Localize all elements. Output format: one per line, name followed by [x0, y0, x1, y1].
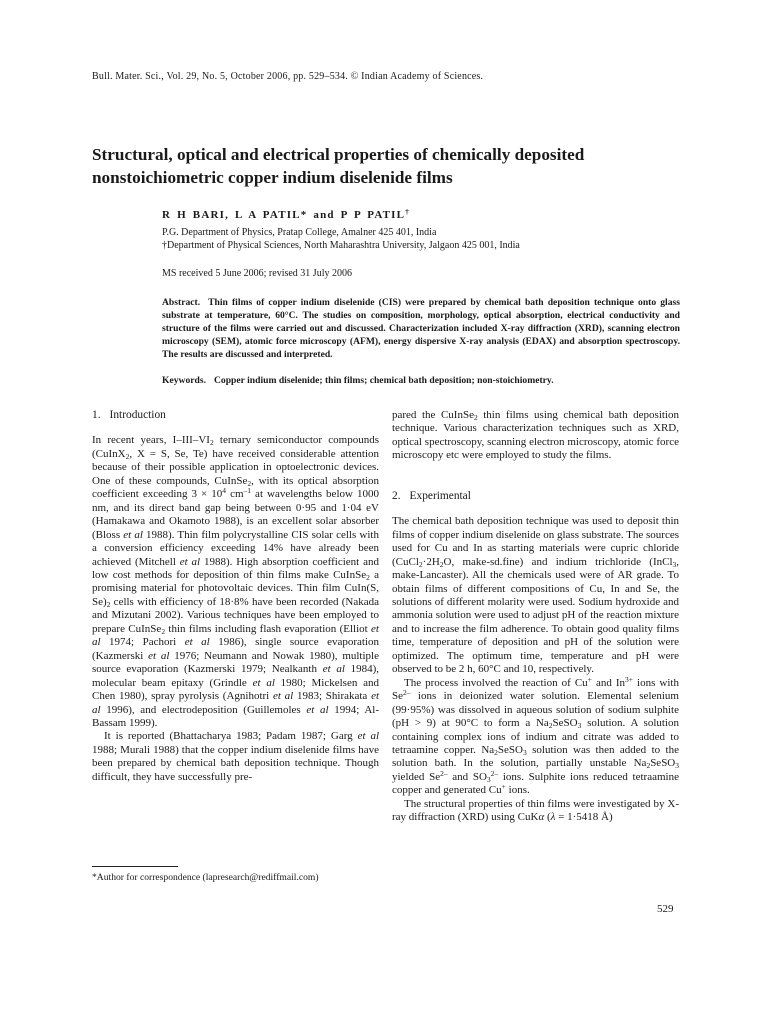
experimental-paragraph-1: The chemical bath deposition technique was used to deposit thin films of copper indium diselenide on glass substrate. The sources used for Cu and In as starting materials were cupric chloride ($CuCl_2\cdot 2H_2O$, make-sd.fine) and indium trichloride (InCl$_3$, make-Lancaster). All the chemicals used were of AR grade. To obtain films of different compositions of Cu, In and Se, the solutions of different molarity were used. Sodium hydroxide and ammonia solution were used to adjust pH of the reaction mixture and to increase the film adherence. To obtain good quality films time, temperature of deposition and pH of the solution were optimized. The optimum time, temperature and pH were observed to be 2 h, 60°C and 10, respectively. [392, 515, 679, 676]
correspondence-footnote: *Author for correspondence (lapresearch@rediffmail.com) [92, 872, 319, 883]
intro-paragraph-continued: pared the CuInSe$_2$ thin films using chemical bath deposition technique. Various characterization techniques such as XRD, optical spectroscopy, scanning electron microscopy, atomic force microscopy etc were employed to study the films. [392, 409, 679, 462]
author-names: R H BARI, L A PATIL* and P P PATIL [162, 209, 406, 221]
abstract-label: Abstract. [162, 297, 201, 308]
right-column [392, 409, 679, 825]
author-list [162, 209, 409, 221]
affiliations [162, 227, 520, 252]
keywords [162, 375, 680, 386]
left-column [92, 409, 379, 784]
experimental-paragraph-2: The process involved the reaction of Cu+ and $In^{3+}$ ions with $Se^{2-}$ ions in deionized water solution. Elemental selenium (99·95%) was dissolved in aqueous solution of sodium sulphite (pH > 9) at 90°C to form a $Na_2SeSO_3$ solution. A solution containing complex ions of indium and citrate was added to tetraamine copper. $Na_2SeSO_3$ solution was then added to the solution bath. In the solution, partially unstable $Na_2SeSO_3$ yielded $Se^{2-}$ and $SO_3^{2-}$ ions. Sulphite ions reduced tetraamine copper and generated Cu+ ions. [392, 674, 679, 797]
affiliation-2: †Department of Physical Sciences, North Maharashtra University, Jalgaon 425 001, India [162, 239, 520, 251]
author-dagger-mark: † [405, 208, 409, 216]
keywords-label: Keywords. [162, 375, 206, 386]
intro-paragraph-1: In recent years, $I-III-VI_2$ ternary semiconductor compounds (CuInX$_2$, X = S, Se, Te) have received considerable attention because of their possible application in optoelectronic devices. One of these compounds, CuInSe$_2$, with its optical absorption coefficient exceeding $3 \times 10^4$ $cm^{-1}$ at wavelengths below 1000 nm, and its direct band gap being between 0·95 and 1·04 eV (Hamakawa and Okamoto 1988), is an excellent solar absorber (Bloss et al 1988). Thin film polycrystalline CIS solar cells with a conversion efficiency exceeding 14% have already been achieved (Mitchell et al 1988). High absorption coefficient and low cost methods for deposition of thin films make CuInSe$_2$ a promising material for photovoltaic devices. Thin film CuIn(S, $Se)_2$ cells with efficiency of 18·8% have been recorded (Nakada and Mizutani 2002). Various techniques have been employed to prepare CuInSe$_2$ thin films including flash evaporation (Elliot et al 1974; Pachori et al 1986), single source evaporation (Kazmerski et al 1976; Neumann and Nowak 1980), multiple source evaporation (Kazmerski 1979; Nealkanth et al 1984), molecular beam epitaxy (Grindle et al 1980; Mickelsen and Chen 1980), spray pyrolysis (Agnihotri et al 1983; Shirakata et al 1996), and electrodeposition (Guillemoles et al 1994; Al-Bassam 1999). [92, 434, 380, 729]
page-number: 529 [657, 903, 674, 915]
abstract [162, 296, 680, 361]
affiliation-1: P.G. Department of Physics, Pratap College, Amalner 425 401, India [162, 227, 437, 238]
section-heading-introduction: 1. Introduction [92, 409, 166, 421]
paper-title: Structural, optical and electrical properties of chemically deposited nonstoichiometric copper indium diselenide films [92, 145, 585, 187]
abstract-text: Thin films of copper indium diselenide (CIS) were prepared by chemical bath deposition technique onto glass substrate at temperature, 60°C. The studies on composition, morphology, optical absorption, electrical conductivity and structure of the films were carried out and discussed. Characterization included X-ray diffraction (XRD), scanning electron microscopy (SEM), atomic force microscopy (AFM), energy dispersive X-ray analysis (EDAX) and absorption spectroscopy. The results are discussed and interpreted. [162, 297, 680, 360]
keywords-text: Copper indium diselenide; thin films; chemical bath deposition; non-stoichiometry. [213, 375, 554, 386]
intro-paragraph-2: It is reported (Bhattacharya 1983; Padam 1987; Garg et al 1988; Murali 1988) that the copper indium diselenide films have been prepared by chemical bath deposition technique. Though difficult, they have successfully pre- [92, 730, 380, 783]
footnote-divider [92, 866, 178, 867]
section-heading-experimental: 2. Experimental [392, 489, 471, 502]
journal-citation: Bull. Mater. Sci., Vol. 29, No. 5, October 2006, pp. 529–534. © Indian Academy of Sciences. [92, 71, 484, 82]
experimental-paragraph-3: The structural properties of thin films were investigated by X-ray diffraction (XRD) using CuKα (λ = 1·5418 Å) [392, 797, 679, 824]
received-dates: MS received 5 June 2006; revised 31 July 2006 [162, 268, 352, 279]
